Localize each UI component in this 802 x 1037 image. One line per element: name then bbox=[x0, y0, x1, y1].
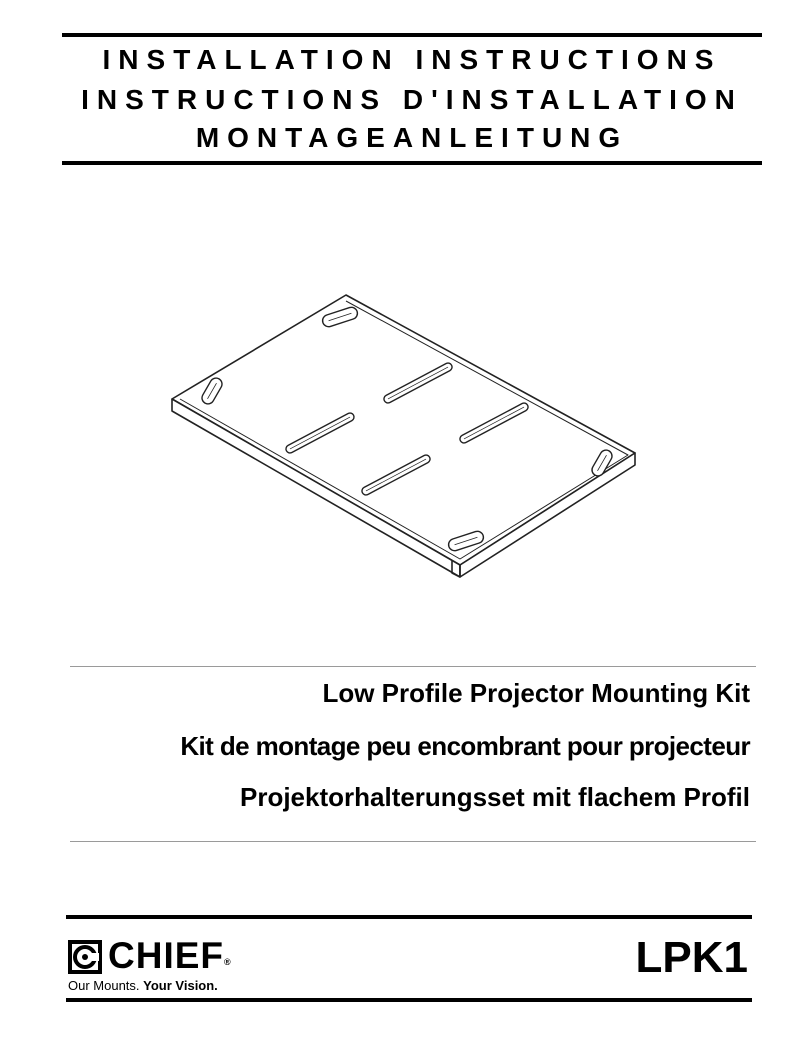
product-bottom-rule bbox=[70, 841, 756, 842]
title-german: MONTAGEANLEITUNG bbox=[195, 122, 629, 153]
trademark-symbol: ® bbox=[224, 957, 232, 967]
header-bottom-rule bbox=[62, 161, 762, 165]
chief-logo bbox=[68, 935, 258, 996]
brand-tagline bbox=[68, 978, 218, 993]
footer-top-rule bbox=[66, 915, 752, 919]
product-top-rule bbox=[70, 666, 756, 667]
chief-logo-icon bbox=[68, 940, 102, 974]
footer-bottom-rule bbox=[66, 998, 752, 1002]
tagline-regular: Our Mounts. bbox=[68, 978, 140, 993]
brand-name bbox=[108, 934, 232, 978]
tagline-bold: Your Vision. bbox=[143, 978, 218, 993]
header-top-rule bbox=[62, 33, 762, 37]
brand-name-text: CHIEF bbox=[108, 935, 224, 976]
model-number: LPK1 bbox=[635, 933, 748, 982]
product-name-german: Projektorhalterungsset mit flachem Profil bbox=[239, 782, 750, 812]
mounting-plate-illustration bbox=[160, 285, 650, 585]
title-french: INSTRUCTIONS D'INSTALLATION bbox=[81, 84, 743, 115]
title-english: INSTALLATION INSTRUCTIONS bbox=[102, 44, 722, 75]
product-name-english: Low Profile Projector Mounting Kit bbox=[322, 678, 750, 708]
product-name-french: Kit de montage peu encombrant pour projecteur bbox=[180, 731, 750, 761]
